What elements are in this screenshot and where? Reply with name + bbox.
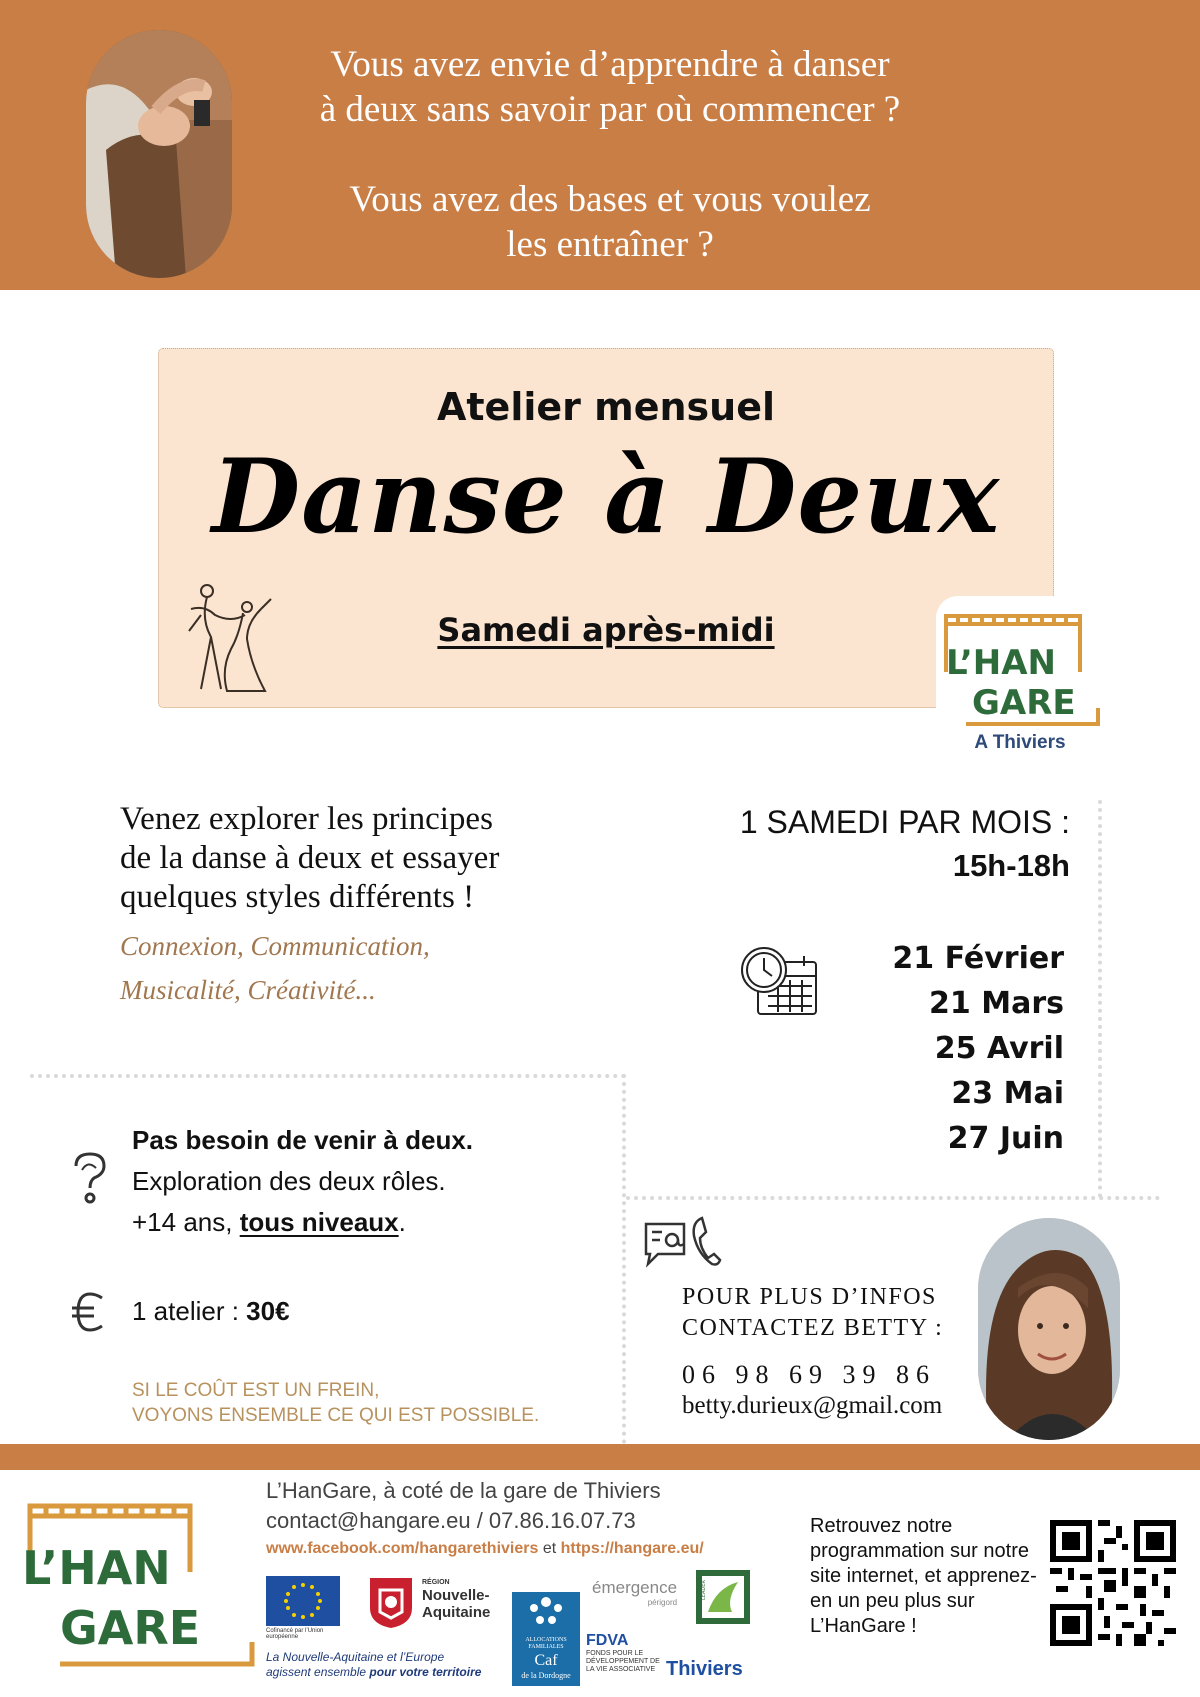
emergence-text: émergence xyxy=(592,1578,678,1597)
banner-line-3: Vous avez des bases et vous voulez xyxy=(349,179,871,220)
eu-flag-logo xyxy=(266,1576,340,1626)
divider xyxy=(30,1074,626,1078)
subtitle-text: Samedi après-midi xyxy=(437,611,775,649)
region-line-1: Nouvelle- xyxy=(422,1587,490,1604)
question-mark-icon xyxy=(68,1150,112,1204)
euro-icon xyxy=(70,1290,110,1334)
partners-caption-b: pour votre territoire xyxy=(369,1665,482,1679)
partners-caption-a: agissent ensemble xyxy=(266,1665,370,1679)
fdva-subtitle: FONDS POUR LE DÉVELOPPEMENT DE LA VIE ASSOCIATIVE xyxy=(586,1650,660,1673)
qr-code-icon[interactable] xyxy=(1050,1520,1176,1646)
website-link[interactable]: https://hangare.eu/ xyxy=(560,1540,704,1557)
banner-line-1: Vous avez envie d’apprendre à danser xyxy=(330,44,890,85)
date-item: 21 Février xyxy=(892,941,1064,976)
date-item: 25 Avril xyxy=(934,1031,1064,1066)
leader-logo xyxy=(696,1570,750,1624)
banner-line-2: à deux sans savoir par où commencer ? xyxy=(319,89,901,130)
leader-text: LEADER xyxy=(701,1580,707,1600)
eu-caption: Cofinancé par l’Union européenne xyxy=(266,1628,324,1640)
hangare-logo xyxy=(936,596,1104,756)
frequency-text: 1 SAMEDI PAR MOIS : xyxy=(739,804,1070,840)
caf-line-2: Caf xyxy=(534,1652,558,1669)
thiviers-logo: Thiviers xyxy=(666,1658,743,1680)
keywords-line-2: Musicalité, Créativité... xyxy=(120,975,376,1005)
nouvelle-aquitaine-logo xyxy=(366,1574,506,1630)
hours: 15h-18h xyxy=(952,848,1070,883)
emergence-subtext: périgord xyxy=(647,1598,678,1607)
partners-caption xyxy=(266,1650,516,1680)
footer-logo-line-1: L’HAN xyxy=(22,1541,171,1595)
hangare-logo-mark xyxy=(936,596,1104,732)
dancers-hands-photo xyxy=(86,30,232,278)
keywords-line-1: Connexion, Communication, xyxy=(120,931,430,961)
contact-heading xyxy=(682,1282,972,1344)
roles-text: Exploration des deux rôles. xyxy=(132,1166,446,1196)
photo-illustration xyxy=(86,30,232,278)
cost-note xyxy=(132,1378,612,1428)
logo-tagline: A Thiviers xyxy=(974,732,1066,753)
divider xyxy=(1098,800,1102,1198)
leader-mark-icon xyxy=(696,1570,750,1624)
intro-text xyxy=(120,800,640,917)
emergence-logo xyxy=(592,1578,677,1607)
dancing-couple-icon xyxy=(181,579,277,697)
betty-photo xyxy=(978,1218,1120,1440)
date-item: 21 Mars xyxy=(929,986,1064,1021)
partners-caption-line-1: La Nouvelle-Aquitaine et l’Europe xyxy=(266,1650,445,1664)
footer-logo-line-2: GARE xyxy=(60,1601,201,1655)
date-list xyxy=(820,936,1064,1161)
frequency xyxy=(640,800,1070,888)
page-title: Danse à Deux xyxy=(211,437,1001,557)
logo-line-2: GARE xyxy=(972,683,1076,723)
keywords xyxy=(120,924,640,1012)
region-crest-icon xyxy=(366,1574,416,1630)
footer-links xyxy=(266,1540,704,1558)
divider xyxy=(626,1196,1160,1200)
levels-text: tous niveaux xyxy=(239,1207,399,1237)
divider xyxy=(622,1074,626,1444)
logo-line-1: L’HAN xyxy=(946,643,1056,683)
eu-stars-icon xyxy=(266,1576,340,1626)
partners-caption-line-2 xyxy=(266,1665,516,1680)
phone-number[interactable]: 06 98 69 39 86 xyxy=(682,1360,936,1389)
caf-line-3: de la Dordogne xyxy=(521,1671,571,1680)
cost-note-line-1: SI LE COÛT EST UN FREIN, xyxy=(132,1380,380,1401)
price xyxy=(132,1296,290,1327)
banner-line-4: les entraîner ? xyxy=(506,224,714,265)
email-address[interactable]: betty.durieux@gmail.com xyxy=(682,1392,943,1419)
cost-note-line-2: VOYONS ENSEMBLE CE QUI EST POSSIBLE. xyxy=(132,1405,540,1426)
link-separator: et xyxy=(538,1540,561,1557)
price-label: 1 atelier : xyxy=(132,1296,247,1326)
fdva-logo: FDVA xyxy=(586,1632,629,1649)
top-banner xyxy=(0,0,1200,290)
practical-info xyxy=(132,1120,602,1243)
contact-heading-line-2: CONTACTEZ BETTY : xyxy=(682,1315,944,1341)
portrait-illustration xyxy=(978,1218,1120,1440)
age-level xyxy=(132,1202,602,1243)
kicker: Atelier mensuel xyxy=(436,385,776,429)
find-us-text: Retrouvez notre programmation sur notre site internet, et apprenez-en un peu plus sur L’HanGare ! xyxy=(810,1515,1037,1637)
levels-suffix: . xyxy=(398,1207,406,1237)
date-item: 27 Juin xyxy=(947,1121,1064,1156)
footer-contact[interactable]: contact@hangare.eu / 07.86.16.07.73 xyxy=(266,1508,636,1533)
region-line-2: Aquitaine xyxy=(422,1604,491,1621)
intro-line-1: Venez explorer les principes xyxy=(120,801,493,837)
intro-line-2: de la danse à deux et essayer xyxy=(120,840,500,876)
price-value: 30€ xyxy=(246,1296,290,1326)
caf-figures-icon xyxy=(512,1592,580,1632)
region-name xyxy=(422,1578,490,1621)
no-partner-needed: Pas besoin de venir à deux. xyxy=(132,1125,474,1155)
email-phone-icon xyxy=(642,1214,722,1270)
clock-calendar-icon xyxy=(738,944,820,1018)
caf-line-1: ALLOCATIONS FAMILIALES xyxy=(525,1637,567,1650)
region-small: RÉGION xyxy=(422,1579,450,1586)
age-text: +14 ans, xyxy=(132,1207,240,1237)
intro-line-3: quelques styles différents ! xyxy=(120,879,475,915)
subtitle xyxy=(159,611,1053,649)
footer-hangare-logo xyxy=(20,1478,260,1678)
contact-heading-line-1: POUR PLUS D’INFOS xyxy=(682,1284,937,1310)
footer-bar xyxy=(0,1444,1200,1470)
address: L’HanGare, à coté de la gare de Thiviers xyxy=(266,1478,661,1503)
footer xyxy=(0,1470,1200,1697)
banner-questions xyxy=(260,42,960,267)
date-item: 23 Mai xyxy=(951,1076,1064,1111)
partner-logos xyxy=(266,1570,766,1692)
facebook-link[interactable]: www.facebook.com/hangarethiviers xyxy=(266,1540,539,1557)
caf-logo xyxy=(512,1592,580,1686)
title-box xyxy=(158,348,1054,708)
